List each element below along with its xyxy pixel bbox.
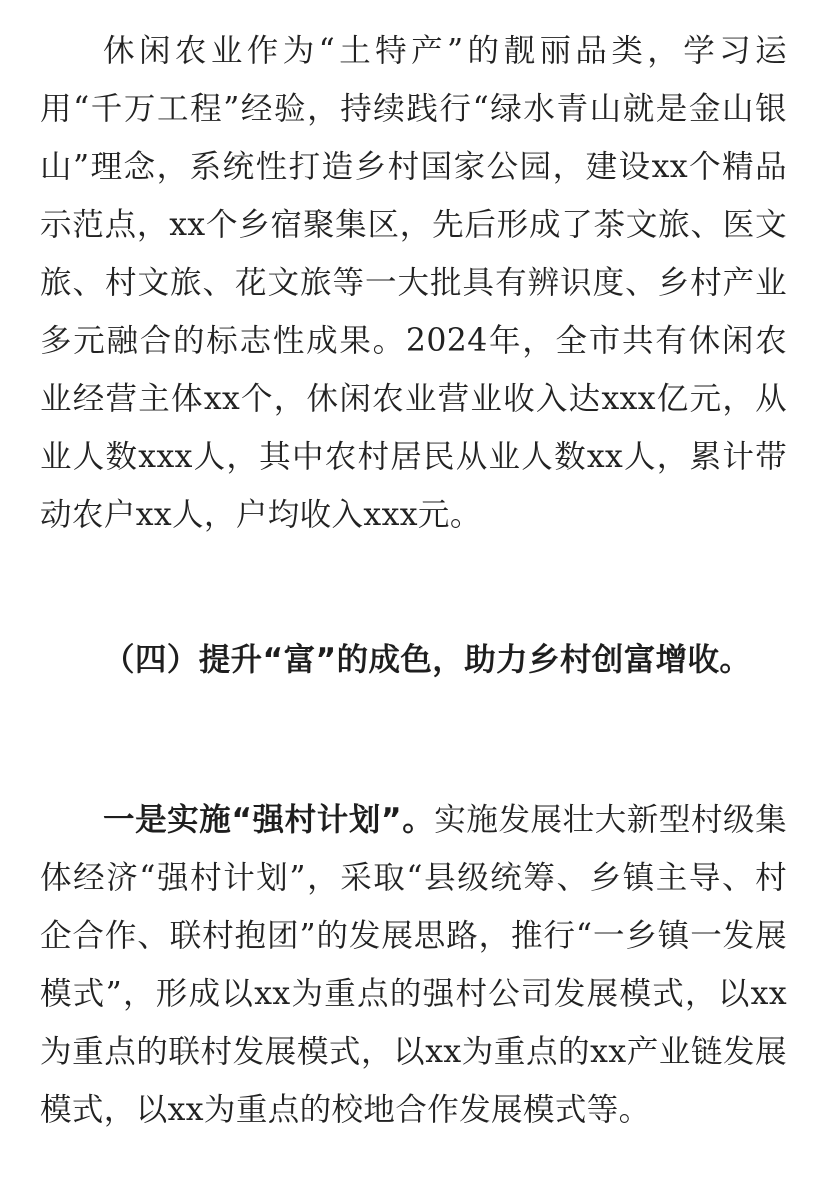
paragraph-lead-phrase: 一是实施“强村计划”。 [103,802,435,838]
section-heading: （四）提升“富”的成色，助力乡村创富增收。 [103,642,752,678]
body-paragraph-strong-village-plan [40,791,787,1139]
body-paragraph-leisure-agriculture: 休闲农业作为“土特产”的靓丽品类，学习运用“千万工程”经验，持续践行“绿水青山就是金山银山”理念，系统性打造乡村国家公园，建设xx个精品示范点，xx个乡宿聚集区，先后形成了茶文旅、医文旅、村文旅、花文旅等一大批具有辨识度、乡村产业多元融合的标志性成果。2024年，全市共有休闲农业经营主体xx个，休闲农业营业收入达xxx亿元，从业人数xxx人，其中农村居民从业人数xx人，累计带动农户xx人，户均收入xxx元。 [40,33,787,533]
paragraph-body-text: 实施发展壮大新型村级集体经济“强村计划”，采取“县级统筹、乡镇主导、村企合作、联村抱团”的发展思路，推行“一乡镇一发展模式”，形成以xx为重点的强村公司发展模式，以xx为重点的联村发展模式，以xx为重点的xx产业链发展模式，以xx为重点的校地合作发展模式等。 [40,802,787,1128]
